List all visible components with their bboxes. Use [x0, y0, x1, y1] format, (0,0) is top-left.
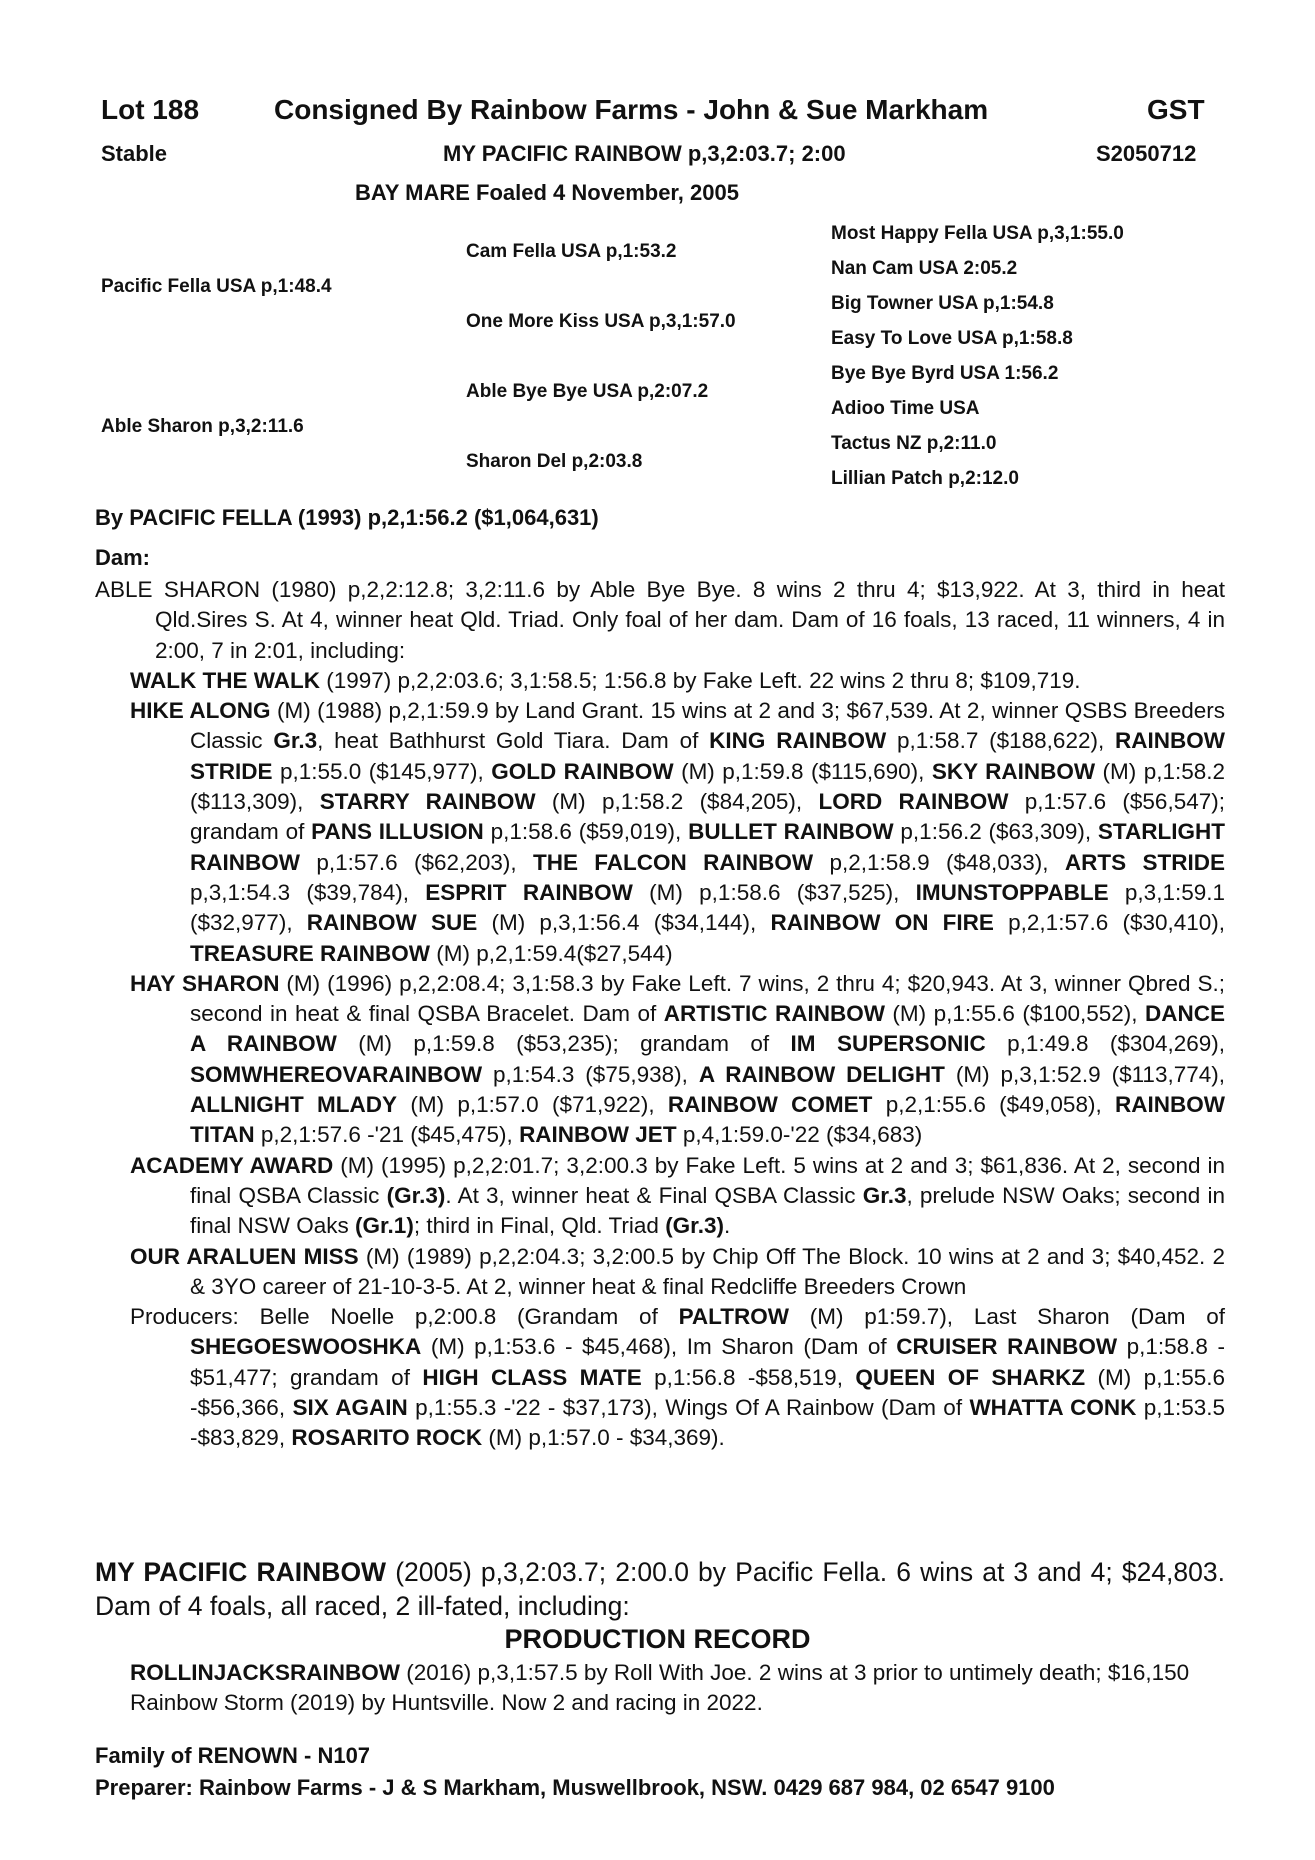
- text-run: p,1:57.6 ($62,203),: [299, 849, 533, 875]
- text-run: , heat Bathhurst Gold Tiara. Dam of: [317, 728, 710, 754]
- bold-name: (Gr.1): [355, 1213, 414, 1239]
- text-run: (M) p,3,1:52.9 ($113,774),: [944, 1061, 1225, 1087]
- pedigree-sire-dam: One More Kiss USA p,3,1:57.0: [466, 311, 736, 332]
- text-run: (M) p,1:55.6 -$56,366,: [190, 1364, 1226, 1421]
- pedigree-dam-sire: Able Bye Bye USA p,2:07.2: [466, 381, 709, 402]
- text-run: (2005) p,3,2:03.7; 2:00.0 by Pacific Fella. 6 wins at 3 and 4; $24,803. Dam of 4 foals, all raced, 2 ill-fated, including:: [95, 1557, 1225, 1621]
- text-run: p,1:56.2 ($63,309),: [893, 819, 1098, 845]
- text-run: p,1:58.6 ($59,019),: [483, 819, 689, 845]
- text-run: p,3,1:54.3 ($39,784),: [190, 879, 426, 905]
- text-run: .: [723, 1213, 731, 1239]
- text-run: (M) p,1:57.0 ($71,922),: [397, 1092, 668, 1118]
- text-run: (M) (1995) p,2,2:01.7; 3,2:00.3 by Fake Left. 5 wins at 2 and 3; $61,836. At 2, second in final QSBA Classic: [190, 1152, 1225, 1208]
- text-run: ; third in Final, Qld. Triad: [413, 1213, 666, 1239]
- pedigree-gen3: Tactus NZ p,2:11.0: [831, 433, 997, 454]
- pedigree-sire: Pacific Fella USA p,1:48.4: [101, 276, 332, 297]
- bold-name: ARTISTIC RAINBOW: [663, 1001, 885, 1027]
- bold-name: TREASURE RAINBOW: [190, 940, 430, 966]
- bold-name: IM SUPERSONIC: [790, 1031, 986, 1057]
- text-run: p,1:57.6 ($56,547); grandam of: [190, 789, 1225, 845]
- pedigree-gen3: Adioo Time USA: [831, 398, 980, 419]
- bold-name: WHATTA CONK: [969, 1395, 1137, 1421]
- text-run: (M) p,2,1:59.4($27,544): [430, 940, 673, 966]
- text-run: p,1:55.0 ($145,977),: [272, 758, 492, 784]
- dam-paragraph: [95, 575, 1225, 666]
- lot-number: Lot 188: [101, 94, 200, 125]
- pedigree-gen3: Most Happy Fella USA p,3,1:55.0: [831, 223, 1124, 244]
- bold-name: ROLLINJACKSRAINBOW: [130, 1660, 400, 1685]
- text-run: (M) (1988) p,2,1:59.9 by Land Grant. 15 wins at 2 and 3; $67,539. At 2, winner QSBS Breeders Classic: [190, 698, 1225, 754]
- bold-name: RAINBOW JET: [519, 1122, 677, 1148]
- text-run: (M) p,1:58.2 ($84,205),: [535, 789, 819, 815]
- sale-code: GST: [1147, 94, 1205, 125]
- bold-name: Gr.3: [273, 728, 318, 754]
- production-section: [95, 1658, 1225, 1719]
- text-run: p,1:56.8 -$58,519,: [641, 1364, 856, 1390]
- bold-name: SKY RAINBOW: [931, 758, 1096, 784]
- foal-entry: [130, 696, 1225, 969]
- production-entry: [130, 1688, 1225, 1718]
- text-run: , prelude NSW Oaks; second in final NSW Oaks: [190, 1182, 1226, 1239]
- bold-name: STARLIGHT RAINBOW: [190, 819, 1225, 875]
- production-heading: PRODUCTION RECORD: [504, 1624, 811, 1654]
- foal-entry: [130, 1151, 1225, 1242]
- bold-name: KING RAINBOW: [709, 728, 887, 754]
- text-run: p,2,1:57.6 -'21 ($45,475),: [254, 1122, 520, 1148]
- text-run: p,1:58.8 - $51,477; grandam of: [190, 1334, 1225, 1390]
- bold-name: ARTS STRIDE: [1064, 849, 1226, 875]
- bold-name: SOMWHEREOVARAINBOW: [190, 1061, 483, 1087]
- bold-name: RAINBOW ON FIRE: [770, 910, 994, 936]
- text-run: p,1:55.3 -'22 - $37,173), Wings Of A Rainbow (Dam of: [407, 1395, 970, 1421]
- bold-name: LORD RAINBOW: [818, 789, 1009, 815]
- text-run: p,1:49.8 ($304,269),: [985, 1031, 1225, 1057]
- pedigree-gen3: Bye Bye Byrd USA 1:56.2: [831, 363, 1059, 384]
- foal-entry: [130, 666, 1225, 696]
- text-run: (M) p,1:59.8 ($115,690),: [673, 758, 932, 784]
- text-run: (M) p,1:55.6 ($100,552),: [884, 1001, 1145, 1027]
- text-run: Producers: Belle Noelle p,2:00.8 (Grandam of: [130, 1304, 679, 1330]
- producers-entry: [130, 1302, 1225, 1453]
- bold-name: QUEEN OF SHARKZ: [855, 1364, 1086, 1390]
- horse-description: BAY MARE Foaled 4 November, 2005: [355, 180, 739, 205]
- text-run: (M) p,1:59.8 ($53,235); grandam of: [336, 1031, 791, 1057]
- text-run: (2016) p,3,1:57.5 by Roll With Joe. 2 wins at 3 prior to untimely death; $16,150: [400, 1660, 1190, 1685]
- bold-name: A RAINBOW DELIGHT: [698, 1061, 945, 1087]
- subject-paragraph: [95, 1555, 1225, 1623]
- text-run: (M) (1996) p,2,2:08.4; 3,1:58.3 by Fake Left. 7 wins, 2 thru 4; $20,943. At 3, winner Qbred S.; second in heat & final QSBA Bracelet. Dam of: [190, 970, 1225, 1027]
- pedigree-sire-sire: Cam Fella USA p,1:53.2: [466, 241, 677, 262]
- pedigree-gen3: Lillian Patch p,2:12.0: [831, 468, 1019, 489]
- bold-name: OUR ARALUEN MISS: [130, 1243, 359, 1269]
- stable-label: Stable: [101, 141, 168, 166]
- bold-name: HIKE ALONG: [130, 698, 271, 724]
- bold-name: ALLNIGHT MLADY: [190, 1092, 398, 1118]
- bold-name: ACADEMY AWARD: [130, 1152, 334, 1178]
- bold-name: THE FALCON RAINBOW: [532, 849, 814, 875]
- foal-entry: [130, 969, 1225, 1151]
- text-run: (M) p,1:53.6 - $45,468), Im Sharon (Dam of: [421, 1334, 897, 1360]
- preparer-line: Preparer: Rainbow Farms - J & S Markham, Muswellbrook, NSW. 0429 687 984, 02 6547 9100: [95, 1775, 1055, 1800]
- text-run: p,1:53.5 -$83,829,: [190, 1395, 1226, 1451]
- bold-name: SHEGOESWOOSHKA: [190, 1334, 422, 1360]
- text-run: (M) (1989) p,2,2:04.3; 3,2:00.5 by Chip Off The Block. 10 wins at 2 and 3; $40,452. 2 & 3YO career of 21-10-3-5. At 2, winner heat & final Redcliffe Breeders Crown: [190, 1243, 1226, 1299]
- pedigree-gen3: Nan Cam USA 2:05.2: [831, 258, 1018, 279]
- bold-name: (Gr.3): [665, 1213, 724, 1239]
- bold-name: MY PACIFIC RAINBOW: [95, 1557, 387, 1587]
- text-run: (M) p1:59.7), Last Sharon (Dam of: [788, 1304, 1225, 1330]
- pedigree-gen3: Big Towner USA p,1:54.8: [831, 293, 1054, 314]
- bold-name: DANCE A RAINBOW: [190, 1001, 1225, 1057]
- production-entry: [130, 1658, 1225, 1688]
- bold-name: ROSARITO ROCK: [291, 1425, 483, 1451]
- text-run: (M) p,3,1:56.4 ($34,144),: [477, 910, 771, 936]
- bold-name: (Gr.3): [386, 1182, 446, 1208]
- sire-line: By PACIFIC FELLA (1993) p,2,1:56.2 ($1,064,631): [95, 505, 599, 530]
- text-run: p,2,1:58.9 ($48,033),: [813, 849, 1065, 875]
- text-run: (M) p,1:58.2 ($113,309),: [190, 758, 1226, 815]
- dam-section: [95, 575, 1225, 1454]
- bold-name: Gr.3: [862, 1182, 907, 1208]
- text-run: (M) p,1:57.0 - $34,369).: [482, 1425, 725, 1451]
- text-run: . At 3, winner heat & Final QSBA Classic: [445, 1182, 863, 1208]
- bold-name: WALK THE WALK: [130, 667, 320, 693]
- consignor: Consigned By Rainbow Farms - John & Sue Markham: [274, 94, 989, 125]
- bold-name: ESPRIT RAINBOW: [425, 879, 633, 905]
- bold-name: PANS ILLUSION: [311, 819, 484, 845]
- stable-id: S2050712: [1096, 141, 1197, 166]
- bold-name: IMUNSTOPPABLE: [915, 879, 1109, 905]
- pedigree-gen3: Easy To Love USA p,1:58.8: [831, 328, 1073, 349]
- foal-entry: [130, 1242, 1225, 1303]
- pedigree-dam-dam: Sharon Del p,2:03.8: [466, 451, 643, 472]
- text-run: p,2,1:55.6 ($49,058),: [872, 1092, 1116, 1118]
- text-run: p,2,1:57.6 ($30,410),: [993, 910, 1226, 936]
- bold-name: GOLD RAINBOW: [491, 758, 674, 784]
- bold-name: RAINBOW TITAN: [190, 1092, 1225, 1148]
- family-line: Family of RENOWN - N107: [95, 1743, 371, 1768]
- text-run: Rainbow Storm (2019) by Huntsville. Now 2 and racing in 2022.: [130, 1690, 763, 1716]
- bold-name: HAY SHARON: [130, 970, 280, 996]
- bold-name: STARRY RAINBOW: [319, 789, 536, 815]
- bold-name: HIGH CLASS MATE: [422, 1364, 642, 1390]
- text-run: (M) p,1:58.6 ($37,525),: [632, 879, 916, 905]
- text-run: ABLE SHARON (1980) p,2,2:12.8; 3,2:11.6 by Able Bye Bye. 8 wins 2 thru 4; $13,922. At 3, third in heat Qld.Sires S. At 4, winner heat Qld. Triad. Only foal of her dam. Dam of 16 foals, 13 raced, 11 winners, 4 in 2:00, 7 in 2:01, including:: [95, 577, 1225, 663]
- text-run: p,1:58.7 ($188,622),: [886, 728, 1116, 754]
- pedigree-dam: Able Sharon p,3,2:11.6: [101, 416, 304, 437]
- bold-name: RAINBOW SUE: [306, 910, 478, 936]
- text-run: p,4,1:59.0-'22 ($34,683): [676, 1122, 923, 1148]
- bold-name: RAINBOW STRIDE: [190, 728, 1226, 784]
- text-run: (1997) p,2,2:03.6; 3,1:58.5; 1:56.8 by Fake Left. 22 wins 2 thru 8; $109,719.: [319, 667, 1081, 693]
- bold-name: RAINBOW COMET: [667, 1092, 873, 1118]
- bold-name: SIX AGAIN: [292, 1395, 408, 1421]
- bold-name: CRUISER RAINBOW: [896, 1334, 1118, 1360]
- subject-section: [95, 1555, 1225, 1623]
- text-run: p,1:54.3 ($75,938),: [482, 1061, 699, 1087]
- bold-name: PALTROW: [678, 1304, 789, 1330]
- bold-name: BULLET RAINBOW: [688, 819, 894, 845]
- horse-title: MY PACIFIC RAINBOW p,3,2:03.7; 2:00: [443, 141, 846, 166]
- dam-label: Dam:: [95, 545, 151, 570]
- text-run: p,3,1:59.1 ($32,977),: [190, 879, 1225, 936]
